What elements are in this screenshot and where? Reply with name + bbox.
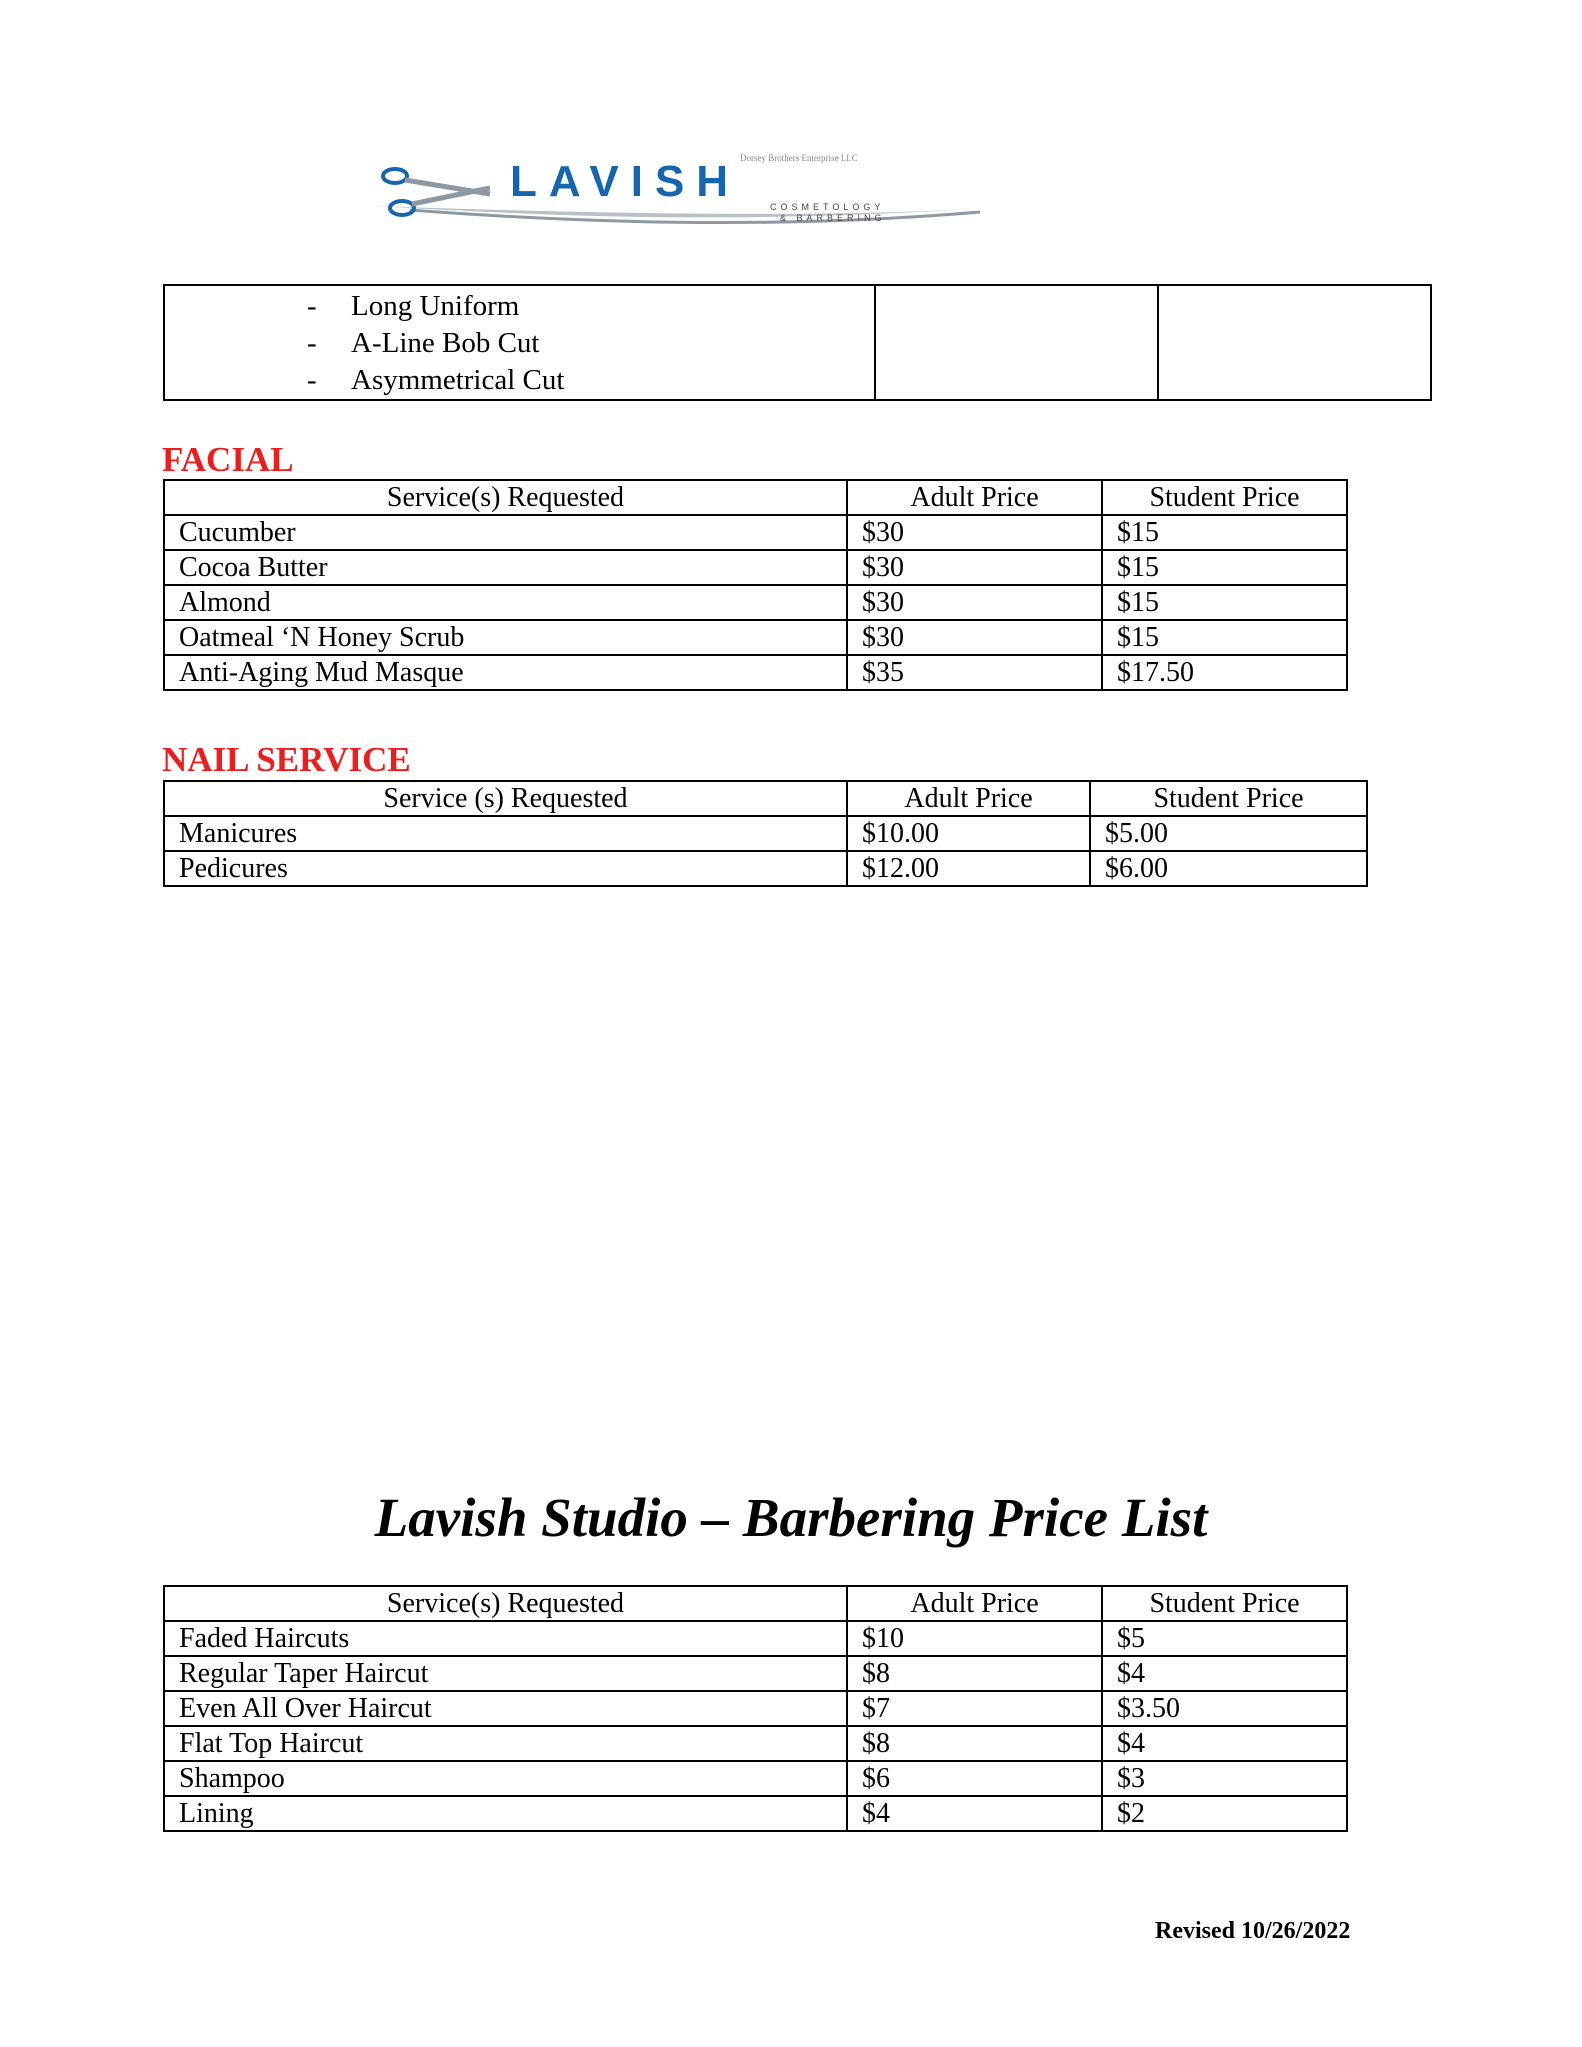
continued-list (179, 288, 860, 399)
service-cell: Regular Taper Haircut (164, 1656, 847, 1691)
student-price-cell: $2 (1102, 1796, 1347, 1831)
student-price-cell: $3.50 (1102, 1691, 1347, 1726)
column-header-adult: Adult Price (847, 1586, 1102, 1621)
student-price-cell: $5.00 (1090, 816, 1367, 851)
table-header-row (164, 1586, 1347, 1621)
scissors-logo-icon (370, 148, 990, 226)
student-price-cell: $15 (1102, 515, 1347, 550)
service-cell: Pedicures (164, 851, 847, 886)
column-header-service: Service(s) Requested (164, 1586, 847, 1621)
table-row (164, 816, 1367, 851)
adult-price-cell: $30 (847, 515, 1102, 550)
list-item-label: Long Uniform (351, 290, 520, 322)
column-header-student: Student Price (1102, 480, 1347, 515)
adult-price-cell: $10 (847, 1621, 1102, 1656)
list-item (307, 288, 860, 325)
continued-services-cell (164, 285, 875, 400)
barbering-price-table (163, 1585, 1348, 1832)
barbering-price-list-title: Lavish Studio – Barbering Price List (374, 1487, 1208, 1548)
column-header-adult: Adult Price (847, 480, 1102, 515)
list-item (307, 362, 860, 399)
table-row (164, 285, 1431, 400)
logo-top-text: Dorsey Brothers Enterprise LLC (740, 153, 858, 163)
service-cell: Faded Haircuts (164, 1621, 847, 1656)
column-header-service: Service(s) Requested (164, 480, 847, 515)
service-cell: Lining (164, 1796, 847, 1831)
bullet: - (307, 290, 317, 322)
table-row (164, 1621, 1347, 1656)
service-cell: Anti-Aging Mud Masque (164, 655, 847, 690)
adult-price-cell: $6 (847, 1761, 1102, 1796)
table-header-row (164, 781, 1367, 816)
student-price-cell: $5 (1102, 1621, 1347, 1656)
adult-price-cell: $8 (847, 1726, 1102, 1761)
student-price-cell: $4 (1102, 1656, 1347, 1691)
adult-price-cell: $35 (847, 655, 1102, 690)
table-row (164, 1796, 1347, 1831)
lavish-logo (370, 148, 990, 226)
table-row (164, 620, 1347, 655)
logo-wordmark: LAVISH (510, 157, 741, 206)
column-header-adult: Adult Price (847, 781, 1090, 816)
table-row (164, 585, 1347, 620)
logo-tagline-1: COSMETOLOGY (770, 202, 885, 212)
column-header-student: Student Price (1102, 1586, 1347, 1621)
service-cell: Shampoo (164, 1761, 847, 1796)
service-cell: Even All Over Haircut (164, 1691, 847, 1726)
adult-price-cell: $4 (847, 1796, 1102, 1831)
student-price-cell (1158, 285, 1431, 400)
table-row (164, 515, 1347, 550)
student-price-cell: $15 (1102, 585, 1347, 620)
continued-table (163, 284, 1432, 401)
student-price-cell: $17.50 (1102, 655, 1347, 690)
student-price-cell: $4 (1102, 1726, 1347, 1761)
adult-price-cell: $12.00 (847, 851, 1090, 886)
adult-price-cell: $30 (847, 620, 1102, 655)
student-price-cell: $6.00 (1090, 851, 1367, 886)
table-row (164, 550, 1347, 585)
service-cell: Cocoa Butter (164, 550, 847, 585)
student-price-cell: $3 (1102, 1761, 1347, 1796)
bullet: - (307, 364, 317, 396)
table-header-row (164, 480, 1347, 515)
logo-tagline-2: & BARBERING (780, 213, 886, 223)
adult-price-cell: $30 (847, 550, 1102, 585)
service-cell: Almond (164, 585, 847, 620)
table-row (164, 1691, 1347, 1726)
nail-service-heading: NAIL SERVICE (162, 740, 411, 779)
column-header-student: Student Price (1090, 781, 1367, 816)
student-price-cell: $15 (1102, 620, 1347, 655)
student-price-cell: $15 (1102, 550, 1347, 585)
bullet: - (307, 327, 317, 359)
adult-price-cell: $10.00 (847, 816, 1090, 851)
service-cell: Cucumber (164, 515, 847, 550)
list-item (307, 325, 860, 362)
nail-price-table (163, 780, 1368, 887)
table-row (164, 851, 1367, 886)
list-item-label: A-Line Bob Cut (351, 327, 540, 359)
adult-price-cell: $30 (847, 585, 1102, 620)
table-row (164, 655, 1347, 690)
table-row (164, 1761, 1347, 1796)
table-row (164, 1656, 1347, 1691)
facial-heading: FACIAL (162, 440, 294, 479)
service-cell: Manicures (164, 816, 847, 851)
adult-price-cell: $7 (847, 1691, 1102, 1726)
facial-price-table (163, 479, 1348, 691)
table-row (164, 1726, 1347, 1761)
list-item-label: Asymmetrical Cut (351, 364, 565, 396)
service-cell: Flat Top Haircut (164, 1726, 847, 1761)
adult-price-cell: $8 (847, 1656, 1102, 1691)
column-header-service: Service (s) Requested (164, 781, 847, 816)
service-cell: Oatmeal ‘N Honey Scrub (164, 620, 847, 655)
adult-price-cell (875, 285, 1158, 400)
revised-date: Revised 10/26/2022 (1155, 1918, 1351, 1944)
